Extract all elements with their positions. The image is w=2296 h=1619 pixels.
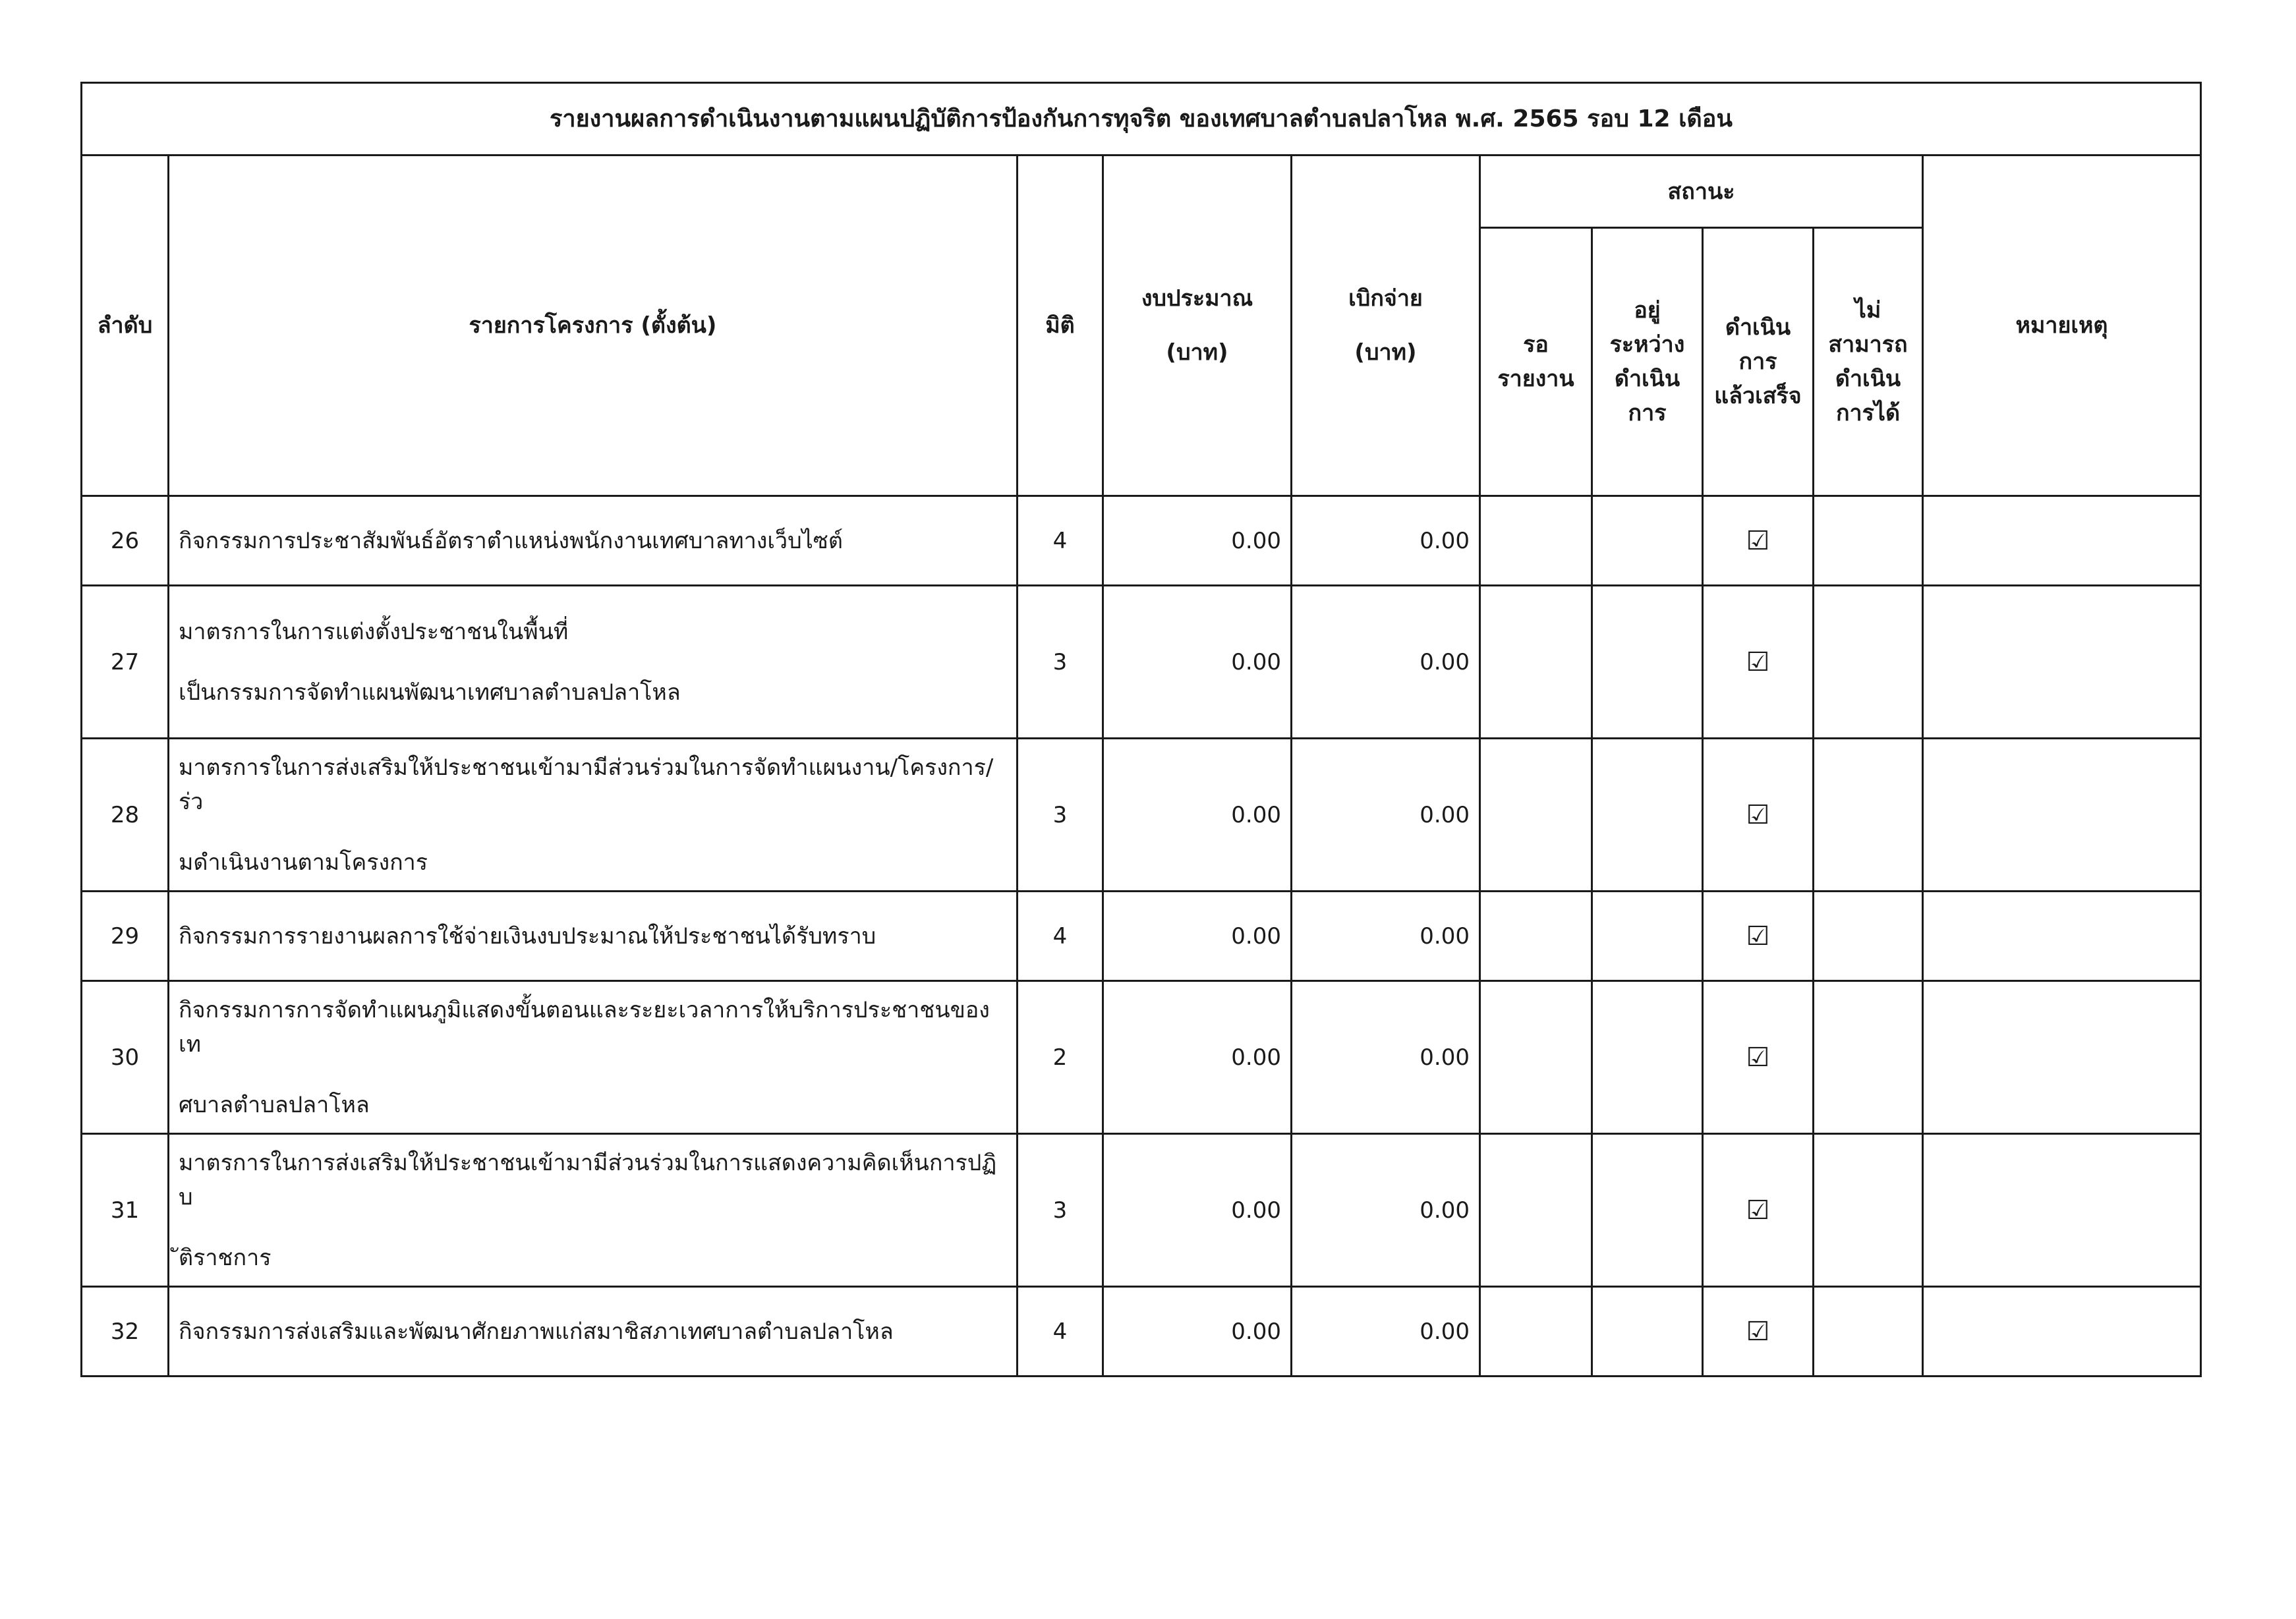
header-budget [1103, 156, 1292, 496]
table-row [82, 496, 2201, 586]
header-line: ไม่ [1854, 297, 1881, 324]
status-in-progress-cell [1592, 739, 1703, 892]
status-completed-cell [1703, 1134, 1814, 1287]
row-budget: 0.00 [1103, 1287, 1292, 1377]
report-title: รายงานผลการดำเนินงานตามแผนปฏิบัติการป้องกันการทุจริต ของเทศบาลตำบลปลาโหล พ.ศ. 2565 รอบ 12 เดือน [82, 83, 2201, 156]
status-unable-cell [1814, 1287, 1923, 1377]
report-table [80, 82, 2202, 1377]
row-dimension: 3 [1018, 739, 1103, 892]
table-row [82, 892, 2201, 981]
status-pending-cell [1480, 1287, 1592, 1377]
status-in-progress-cell [1592, 586, 1703, 739]
header-disbursed [1292, 156, 1480, 496]
header-line: ดำเนิน [1614, 366, 1680, 392]
row-budget: 0.00 [1103, 586, 1292, 739]
check-box-icon: ☑ [1746, 799, 1770, 830]
project-line: มาตรการในการส่งเสริมให้ประชาชนเข้ามามีส่วนร่วมในการจัดทำแผนงาน/โครงการ/ร่ว [179, 754, 994, 815]
row-dimension: 3 [1018, 1134, 1103, 1287]
header-status-pending [1480, 228, 1592, 496]
header-remark: หมายเหตุ [1923, 156, 2201, 496]
remark-cell [1923, 1287, 2201, 1377]
status-pending-cell [1480, 496, 1592, 586]
remark-cell [1923, 739, 2201, 892]
row-no: 29 [82, 892, 169, 981]
row-dimension: 4 [1018, 1287, 1103, 1377]
status-unable-cell [1814, 892, 1923, 981]
check-box-icon: ☑ [1746, 1195, 1770, 1226]
header-no: ลำดับ [82, 156, 169, 496]
header-line: การ [1738, 349, 1777, 375]
remark-cell [1923, 496, 2201, 586]
status-completed-cell [1703, 586, 1814, 739]
row-no: 31 [82, 1134, 169, 1287]
row-no: 32 [82, 1287, 169, 1377]
status-in-progress-cell [1592, 892, 1703, 981]
project-line: กิจกรรมการรายงานผลการใช้จ่ายเงินงบประมาณให้ประชาชนได้รับทราบ [179, 923, 876, 950]
project-line: มดำเนินงานตามโครงการ [179, 849, 428, 876]
table-row [82, 739, 2201, 892]
row-project [169, 496, 1018, 586]
status-unable-cell [1814, 586, 1923, 739]
row-no: 27 [82, 586, 169, 739]
header-disbursed-line: เบิกจ่าย [1348, 285, 1423, 312]
row-budget: 0.00 [1103, 496, 1292, 586]
status-pending-cell [1480, 586, 1592, 739]
header-dimension: มิติ [1018, 156, 1103, 496]
row-disbursed: 0.00 [1292, 1287, 1480, 1377]
row-dimension: 3 [1018, 586, 1103, 739]
check-box-icon: ☑ [1746, 1042, 1770, 1073]
status-pending-cell [1480, 739, 1592, 892]
status-pending-cell [1480, 1134, 1592, 1287]
header-budget-unit: (บาท) [1166, 339, 1228, 366]
status-in-progress-cell [1592, 1134, 1703, 1287]
row-dimension: 4 [1018, 892, 1103, 981]
header-status-completed [1703, 228, 1814, 496]
row-project [169, 1134, 1018, 1287]
check-box-icon: ☑ [1746, 921, 1770, 952]
row-dimension: 2 [1018, 981, 1103, 1134]
header-budget-line: งบประมาณ [1141, 285, 1253, 312]
row-project [169, 981, 1018, 1134]
row-disbursed: 0.00 [1292, 586, 1480, 739]
remark-cell [1923, 981, 2201, 1134]
status-unable-cell [1814, 739, 1923, 892]
header-line: ดำเนิน [1725, 314, 1791, 341]
status-completed-cell [1703, 1287, 1814, 1377]
header-line: การ [1628, 400, 1667, 426]
status-unable-cell [1814, 981, 1923, 1134]
table-row [82, 981, 2201, 1134]
project-line: มาตรการในการส่งเสริมให้ประชาชนเข้ามามีส่วนร่วมในการแสดงความคิดเห็นการปฏิบ [179, 1149, 997, 1210]
row-disbursed: 0.00 [1292, 496, 1480, 586]
header-status-in-progress [1592, 228, 1703, 496]
status-completed-cell [1703, 496, 1814, 586]
check-box-icon: ☑ [1746, 525, 1770, 556]
remark-cell [1923, 892, 2201, 981]
header-line: ระหว่าง [1609, 331, 1685, 358]
row-project [169, 586, 1018, 739]
project-line: ัติราชการ [179, 1244, 272, 1271]
status-in-progress-cell [1592, 496, 1703, 586]
project-line: มาตรการในการแต่งตั้งประชาชนในพื้นที่ [179, 618, 569, 645]
header-disbursed-unit: (บาท) [1354, 339, 1417, 366]
row-budget: 0.00 [1103, 981, 1292, 1134]
row-project [169, 1287, 1018, 1377]
row-no: 28 [82, 739, 169, 892]
project-line: ศบาลตำบลปลาโหล [179, 1091, 370, 1118]
row-no: 30 [82, 981, 169, 1134]
project-line: กิจกรรมการการจัดทำแผนภูมิแสดงขั้นตอนและระยะเวลาการให้บริการประชาชนของเท [179, 996, 990, 1058]
header-line: แล้วเสร็จ [1714, 383, 1802, 409]
row-disbursed: 0.00 [1292, 892, 1480, 981]
header-project: รายการโครงการ (ตั้งต้น) [169, 156, 1018, 496]
header-line: การได้ [1835, 400, 1901, 426]
status-unable-cell [1814, 1134, 1923, 1287]
row-project [169, 892, 1018, 981]
table-row [82, 1287, 2201, 1377]
row-project [169, 739, 1018, 892]
table-row [82, 586, 2201, 739]
row-budget: 0.00 [1103, 1134, 1292, 1287]
row-budget: 0.00 [1103, 739, 1292, 892]
row-budget: 0.00 [1103, 892, 1292, 981]
row-disbursed: 0.00 [1292, 981, 1480, 1134]
project-line: เป็นกรรมการจัดทำแผนพัฒนาเทศบาลตำบลปลาโหล [179, 679, 681, 706]
status-pending-cell [1480, 892, 1592, 981]
project-line: กิจกรรมการประชาสัมพันธ์อัตราตำแหน่งพนักงานเทศบาลทางเว็บไซต์ [179, 527, 843, 554]
status-completed-cell [1703, 892, 1814, 981]
status-pending-cell [1480, 981, 1592, 1134]
project-line: กิจกรรมการส่งเสริมและพัฒนาศักยภาพแก่สมาชิสภาเทศบาลตำบลปลาโหล [179, 1318, 894, 1345]
table-row [82, 1134, 2201, 1287]
status-in-progress-cell [1592, 1287, 1703, 1377]
status-completed-cell [1703, 739, 1814, 892]
status-in-progress-cell [1592, 981, 1703, 1134]
row-dimension: 4 [1018, 496, 1103, 586]
check-box-icon: ☑ [1746, 1316, 1770, 1347]
row-no: 26 [82, 496, 169, 586]
status-unable-cell [1814, 496, 1923, 586]
header-line: รอ [1523, 331, 1549, 358]
row-disbursed: 0.00 [1292, 1134, 1480, 1287]
header-status-unable [1814, 228, 1923, 496]
header-line: รายงาน [1497, 366, 1574, 392]
check-box-icon: ☑ [1746, 646, 1770, 677]
status-completed-cell [1703, 981, 1814, 1134]
header-line: อยู่ [1634, 297, 1661, 324]
remark-cell [1923, 1134, 2201, 1287]
header-status: สถานะ [1480, 156, 1923, 228]
header-line: สามารถ [1828, 331, 1908, 358]
header-line: ดำเนิน [1835, 366, 1901, 392]
remark-cell [1923, 586, 2201, 739]
row-disbursed: 0.00 [1292, 739, 1480, 892]
